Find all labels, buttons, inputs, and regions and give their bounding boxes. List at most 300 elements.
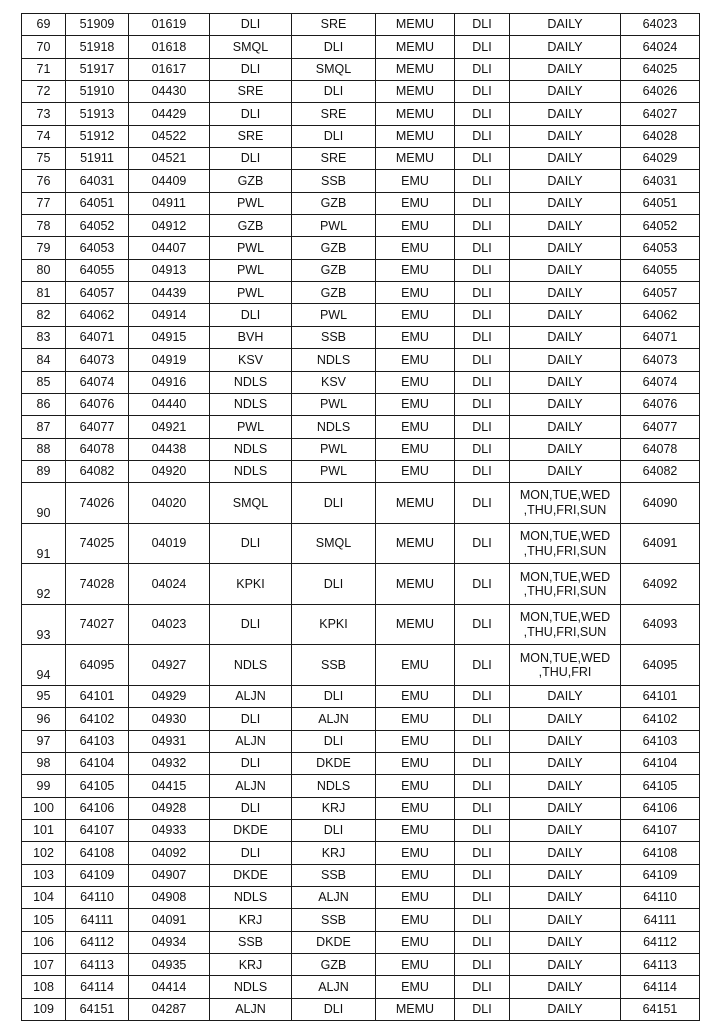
base-depot-cell: DLI (455, 393, 510, 415)
special-number-cell: 01617 (129, 58, 210, 80)
destination-station-cell: PWL (292, 215, 376, 237)
rake-type-cell: MEMU (376, 523, 455, 564)
rake-type-cell: EMU (376, 752, 455, 774)
table-row (22, 564, 700, 605)
new-train-number-cell: 64102 (621, 708, 700, 730)
serial-number-cell: 86 (22, 393, 66, 415)
special-number-cell: 04522 (129, 125, 210, 147)
base-depot-cell: DLI (455, 58, 510, 80)
destination-station-cell: ALJN (292, 708, 376, 730)
origin-station-cell: ALJN (210, 685, 292, 707)
old-train-number-cell: 74026 (66, 483, 129, 524)
table-row (22, 842, 700, 864)
destination-station-cell: DLI (292, 998, 376, 1020)
old-train-number-cell: 64111 (66, 909, 129, 931)
days-of-service-cell (510, 170, 621, 192)
rake-type-cell: EMU (376, 438, 455, 460)
base-depot-cell: DLI (455, 237, 510, 259)
table-row (22, 438, 700, 460)
days-line: ,THU,FRI,SUN (523, 502, 607, 517)
serial-number-cell: 73 (22, 103, 66, 125)
days-line: DAILY (547, 912, 583, 927)
destination-station-cell: PWL (292, 393, 376, 415)
special-number-cell: 04916 (129, 371, 210, 393)
new-train-number-cell: 64105 (621, 775, 700, 797)
rake-type-cell: EMU (376, 931, 455, 953)
origin-station-cell: NDLS (210, 976, 292, 998)
table-row (22, 125, 700, 147)
special-number-cell: 04929 (129, 685, 210, 707)
rake-type-cell: EMU (376, 797, 455, 819)
destination-station-cell: PWL (292, 460, 376, 482)
table-row (22, 523, 700, 564)
special-number-cell: 04932 (129, 752, 210, 774)
old-train-number-cell: 64071 (66, 326, 129, 348)
serial-number-cell: 98 (22, 752, 66, 774)
table-row (22, 371, 700, 393)
special-number-cell: 01618 (129, 36, 210, 58)
destination-station-cell: PWL (292, 304, 376, 326)
destination-station-cell: SSB (292, 864, 376, 886)
table-row (22, 326, 700, 348)
special-number-cell: 04409 (129, 170, 210, 192)
serial-number-cell: 85 (22, 371, 66, 393)
old-train-number-cell: 64057 (66, 282, 129, 304)
origin-station-cell: SRE (210, 81, 292, 103)
serial-number-cell: 70 (22, 36, 66, 58)
special-number-cell: 04907 (129, 864, 210, 886)
old-train-number-cell: 64113 (66, 954, 129, 976)
special-number-cell: 04091 (129, 909, 210, 931)
table-row (22, 954, 700, 976)
rake-type-cell: EMU (376, 170, 455, 192)
days-line: ,THU,FRI,SUN (523, 584, 607, 599)
destination-station-cell: SSB (292, 909, 376, 931)
rake-type-cell: EMU (376, 393, 455, 415)
days-line: DAILY (547, 374, 583, 389)
days-line: DAILY (547, 711, 583, 726)
days-of-service-cell (510, 998, 621, 1020)
table-row (22, 460, 700, 482)
serial-number-cell: 102 (22, 842, 66, 864)
rake-type-cell: EMU (376, 304, 455, 326)
origin-station-cell: PWL (210, 237, 292, 259)
origin-station-cell: ALJN (210, 775, 292, 797)
serial-number-cell: 72 (22, 81, 66, 103)
old-train-number-cell: 64082 (66, 460, 129, 482)
base-depot-cell: DLI (455, 125, 510, 147)
destination-station-cell: NDLS (292, 775, 376, 797)
rake-type-cell: MEMU (376, 483, 455, 524)
special-number-cell: 04415 (129, 775, 210, 797)
serial-number-cell: 96 (22, 708, 66, 730)
special-number-cell: 04430 (129, 81, 210, 103)
days-of-service-cell (510, 685, 621, 707)
serial-number-cell: 69 (22, 14, 66, 36)
table-row (22, 304, 700, 326)
old-train-number-cell: 64101 (66, 685, 129, 707)
serial-number-cell: 90 (22, 483, 66, 524)
destination-station-cell: DLI (292, 730, 376, 752)
new-train-number-cell: 64113 (621, 954, 700, 976)
days-line: DAILY (547, 441, 583, 456)
old-train-number-cell: 64102 (66, 708, 129, 730)
new-train-number-cell: 64090 (621, 483, 700, 524)
days-of-service-cell (510, 416, 621, 438)
days-line: DAILY (547, 285, 583, 300)
days-line: MON,TUE,WED (519, 488, 611, 503)
rake-type-cell: MEMU (376, 604, 455, 645)
days-line: DAILY (547, 352, 583, 367)
base-depot-cell: DLI (455, 483, 510, 524)
rake-type-cell: EMU (376, 326, 455, 348)
base-depot-cell: DLI (455, 708, 510, 730)
old-train-number-cell: 51909 (66, 14, 129, 36)
destination-station-cell: DLI (292, 125, 376, 147)
days-of-service-cell (510, 103, 621, 125)
rake-type-cell: EMU (376, 887, 455, 909)
days-of-service-cell (510, 58, 621, 80)
destination-station-cell: DKDE (292, 752, 376, 774)
new-train-number-cell: 64055 (621, 259, 700, 281)
origin-station-cell: DLI (210, 103, 292, 125)
base-depot-cell: DLI (455, 864, 510, 886)
days-line: DAILY (547, 263, 583, 278)
old-train-number-cell: 64104 (66, 752, 129, 774)
destination-station-cell: GZB (292, 237, 376, 259)
new-train-number-cell: 64091 (621, 523, 700, 564)
table-row (22, 215, 700, 237)
days-of-service-cell (510, 371, 621, 393)
origin-station-cell: DLI (210, 842, 292, 864)
days-of-service-cell (510, 864, 621, 886)
origin-station-cell: PWL (210, 416, 292, 438)
old-train-number-cell: 64052 (66, 215, 129, 237)
serial-number-cell: 77 (22, 192, 66, 214)
new-train-number-cell: 64026 (621, 81, 700, 103)
days-of-service-cell (510, 909, 621, 931)
days-of-service-cell (510, 775, 621, 797)
table-row (22, 483, 700, 524)
new-train-number-cell: 64108 (621, 842, 700, 864)
origin-station-cell: KRJ (210, 909, 292, 931)
days-line: DAILY (547, 196, 583, 211)
days-line: DAILY (547, 464, 583, 479)
table-row (22, 349, 700, 371)
days-line: DAILY (547, 419, 583, 434)
timetable-body (22, 14, 700, 1021)
rake-type-cell: EMU (376, 460, 455, 482)
days-line: DAILY (547, 218, 583, 233)
new-train-number-cell: 64071 (621, 326, 700, 348)
destination-station-cell: GZB (292, 192, 376, 214)
rake-type-cell: EMU (376, 192, 455, 214)
rake-type-cell: MEMU (376, 998, 455, 1020)
days-line: DAILY (547, 756, 583, 771)
serial-number-cell: 81 (22, 282, 66, 304)
old-train-number-cell: 51913 (66, 103, 129, 125)
destination-station-cell: DLI (292, 820, 376, 842)
special-number-cell: 04908 (129, 887, 210, 909)
rake-type-cell: EMU (376, 708, 455, 730)
days-of-service-cell (510, 976, 621, 998)
special-number-cell: 04927 (129, 645, 210, 686)
base-depot-cell: DLI (455, 645, 510, 686)
table-row (22, 58, 700, 80)
rake-type-cell: MEMU (376, 148, 455, 170)
destination-station-cell: ALJN (292, 887, 376, 909)
serial-number-cell: 107 (22, 954, 66, 976)
origin-station-cell: BVH (210, 326, 292, 348)
special-number-cell: 04915 (129, 326, 210, 348)
new-train-number-cell: 64062 (621, 304, 700, 326)
rake-type-cell: EMU (376, 416, 455, 438)
destination-station-cell: DLI (292, 564, 376, 605)
base-depot-cell: DLI (455, 954, 510, 976)
old-train-number-cell: 64105 (66, 775, 129, 797)
old-train-number-cell: 64051 (66, 192, 129, 214)
rake-type-cell: MEMU (376, 81, 455, 103)
old-train-number-cell: 51912 (66, 125, 129, 147)
days-of-service-cell (510, 954, 621, 976)
old-train-number-cell: 64078 (66, 438, 129, 460)
table-row (22, 14, 700, 36)
destination-station-cell: PWL (292, 438, 376, 460)
days-line: DAILY (547, 307, 583, 322)
days-line: DAILY (547, 397, 583, 412)
origin-station-cell: DLI (210, 523, 292, 564)
old-train-number-cell: 64114 (66, 976, 129, 998)
days-of-service-cell (510, 438, 621, 460)
serial-number-cell: 100 (22, 797, 66, 819)
base-depot-cell: DLI (455, 192, 510, 214)
origin-station-cell: DLI (210, 14, 292, 36)
origin-station-cell: ALJN (210, 730, 292, 752)
rake-type-cell: EMU (376, 685, 455, 707)
rake-type-cell: EMU (376, 645, 455, 686)
base-depot-cell: DLI (455, 752, 510, 774)
origin-station-cell: KRJ (210, 954, 292, 976)
base-depot-cell: DLI (455, 36, 510, 58)
origin-station-cell: NDLS (210, 645, 292, 686)
special-number-cell: 04407 (129, 237, 210, 259)
base-depot-cell: DLI (455, 887, 510, 909)
table-row (22, 909, 700, 931)
days-of-service-cell (510, 564, 621, 605)
origin-station-cell: NDLS (210, 460, 292, 482)
destination-station-cell: SSB (292, 170, 376, 192)
rake-type-cell: MEMU (376, 14, 455, 36)
destination-station-cell: SMQL (292, 523, 376, 564)
serial-number-cell: 79 (22, 237, 66, 259)
destination-station-cell: SSB (292, 645, 376, 686)
new-train-number-cell: 64109 (621, 864, 700, 886)
new-train-number-cell: 64028 (621, 125, 700, 147)
days-of-service-cell (510, 192, 621, 214)
rake-type-cell: MEMU (376, 564, 455, 605)
rake-type-cell: EMU (376, 864, 455, 886)
new-train-number-cell: 64073 (621, 349, 700, 371)
destination-station-cell: KPKI (292, 604, 376, 645)
base-depot-cell: DLI (455, 976, 510, 998)
rake-type-cell: EMU (376, 215, 455, 237)
days-line: DAILY (547, 801, 583, 816)
old-train-number-cell: 64055 (66, 259, 129, 281)
base-depot-cell: DLI (455, 797, 510, 819)
new-train-number-cell: 64077 (621, 416, 700, 438)
old-train-number-cell: 64053 (66, 237, 129, 259)
serial-number-cell: 87 (22, 416, 66, 438)
special-number-cell: 04019 (129, 523, 210, 564)
special-number-cell: 04928 (129, 797, 210, 819)
special-number-cell: 04919 (129, 349, 210, 371)
origin-station-cell: DKDE (210, 864, 292, 886)
days-of-service-cell (510, 931, 621, 953)
rake-type-cell: EMU (376, 954, 455, 976)
old-train-number-cell: 74025 (66, 523, 129, 564)
serial-number-cell: 74 (22, 125, 66, 147)
special-number-cell: 04931 (129, 730, 210, 752)
table-row (22, 685, 700, 707)
origin-station-cell: DLI (210, 58, 292, 80)
days-of-service-cell (510, 460, 621, 482)
origin-station-cell: DKDE (210, 820, 292, 842)
origin-station-cell: ALJN (210, 998, 292, 1020)
days-of-service-cell (510, 215, 621, 237)
base-depot-cell: DLI (455, 775, 510, 797)
days-of-service-cell (510, 304, 621, 326)
old-train-number-cell: 64108 (66, 842, 129, 864)
destination-station-cell: DLI (292, 685, 376, 707)
table-row (22, 148, 700, 170)
days-of-service-cell (510, 14, 621, 36)
serial-number-cell: 103 (22, 864, 66, 886)
base-depot-cell: DLI (455, 523, 510, 564)
days-line: DAILY (547, 979, 583, 994)
old-train-number-cell: 64109 (66, 864, 129, 886)
new-train-number-cell: 64106 (621, 797, 700, 819)
origin-station-cell: NDLS (210, 393, 292, 415)
table-row (22, 36, 700, 58)
serial-number-cell: 109 (22, 998, 66, 1020)
days-line: DAILY (547, 935, 583, 950)
base-depot-cell: DLI (455, 842, 510, 864)
days-of-service-cell (510, 604, 621, 645)
table-row (22, 887, 700, 909)
destination-station-cell: DLI (292, 81, 376, 103)
destination-station-cell: SMQL (292, 58, 376, 80)
days-line: DAILY (547, 823, 583, 838)
table-row (22, 752, 700, 774)
days-line: DAILY (547, 151, 583, 166)
new-train-number-cell: 64074 (621, 371, 700, 393)
base-depot-cell: DLI (455, 998, 510, 1020)
serial-number-cell: 99 (22, 775, 66, 797)
special-number-cell: 04092 (129, 842, 210, 864)
days-of-service-cell (510, 237, 621, 259)
days-line: MON,TUE,WED (519, 569, 611, 584)
destination-station-cell: GZB (292, 954, 376, 976)
old-train-number-cell: 64110 (66, 887, 129, 909)
table-row (22, 282, 700, 304)
serial-number-cell: 101 (22, 820, 66, 842)
days-of-service-cell (510, 282, 621, 304)
special-number-cell: 04439 (129, 282, 210, 304)
origin-station-cell: GZB (210, 215, 292, 237)
old-train-number-cell: 64112 (66, 931, 129, 953)
rake-type-cell: EMU (376, 976, 455, 998)
base-depot-cell: DLI (455, 909, 510, 931)
table-row (22, 708, 700, 730)
old-train-number-cell: 51918 (66, 36, 129, 58)
new-train-number-cell: 64082 (621, 460, 700, 482)
origin-station-cell: SMQL (210, 36, 292, 58)
days-of-service-cell (510, 730, 621, 752)
table-row (22, 81, 700, 103)
origin-station-cell: KSV (210, 349, 292, 371)
table-row (22, 998, 700, 1020)
days-line: DAILY (547, 173, 583, 188)
days-line: DAILY (547, 240, 583, 255)
train-timetable (21, 13, 700, 1021)
days-line: DAILY (547, 689, 583, 704)
origin-station-cell: DLI (210, 752, 292, 774)
rake-type-cell: EMU (376, 842, 455, 864)
new-train-number-cell: 64078 (621, 438, 700, 460)
table-row (22, 237, 700, 259)
origin-station-cell: NDLS (210, 887, 292, 909)
new-train-number-cell: 64025 (621, 58, 700, 80)
destination-station-cell: DKDE (292, 931, 376, 953)
table-row (22, 730, 700, 752)
new-train-number-cell: 64029 (621, 148, 700, 170)
origin-station-cell: DLI (210, 604, 292, 645)
rake-type-cell: EMU (376, 775, 455, 797)
old-train-number-cell: 51911 (66, 148, 129, 170)
serial-number-cell: 97 (22, 730, 66, 752)
base-depot-cell: DLI (455, 604, 510, 645)
destination-station-cell: SRE (292, 14, 376, 36)
special-number-cell: 04912 (129, 215, 210, 237)
base-depot-cell: DLI (455, 460, 510, 482)
rake-type-cell: EMU (376, 730, 455, 752)
base-depot-cell: DLI (455, 215, 510, 237)
serial-number-cell: 105 (22, 909, 66, 931)
old-train-number-cell: 64106 (66, 797, 129, 819)
serial-number-cell: 93 (22, 604, 66, 645)
new-train-number-cell: 64023 (621, 14, 700, 36)
days-of-service-cell (510, 708, 621, 730)
days-of-service-cell (510, 326, 621, 348)
new-train-number-cell: 64151 (621, 998, 700, 1020)
special-number-cell: 04930 (129, 708, 210, 730)
serial-number-cell: 92 (22, 564, 66, 605)
origin-station-cell: KPKI (210, 564, 292, 605)
rake-type-cell: MEMU (376, 36, 455, 58)
days-line: DAILY (547, 84, 583, 99)
new-train-number-cell: 64103 (621, 730, 700, 752)
days-line: DAILY (547, 1002, 583, 1017)
new-train-number-cell: 64110 (621, 887, 700, 909)
days-line: DAILY (547, 778, 583, 793)
days-of-service-cell (510, 81, 621, 103)
table-row (22, 259, 700, 281)
special-number-cell: 04933 (129, 820, 210, 842)
days-of-service-cell (510, 820, 621, 842)
old-train-number-cell: 74027 (66, 604, 129, 645)
special-number-cell: 04429 (129, 103, 210, 125)
days-of-service-cell (510, 523, 621, 564)
